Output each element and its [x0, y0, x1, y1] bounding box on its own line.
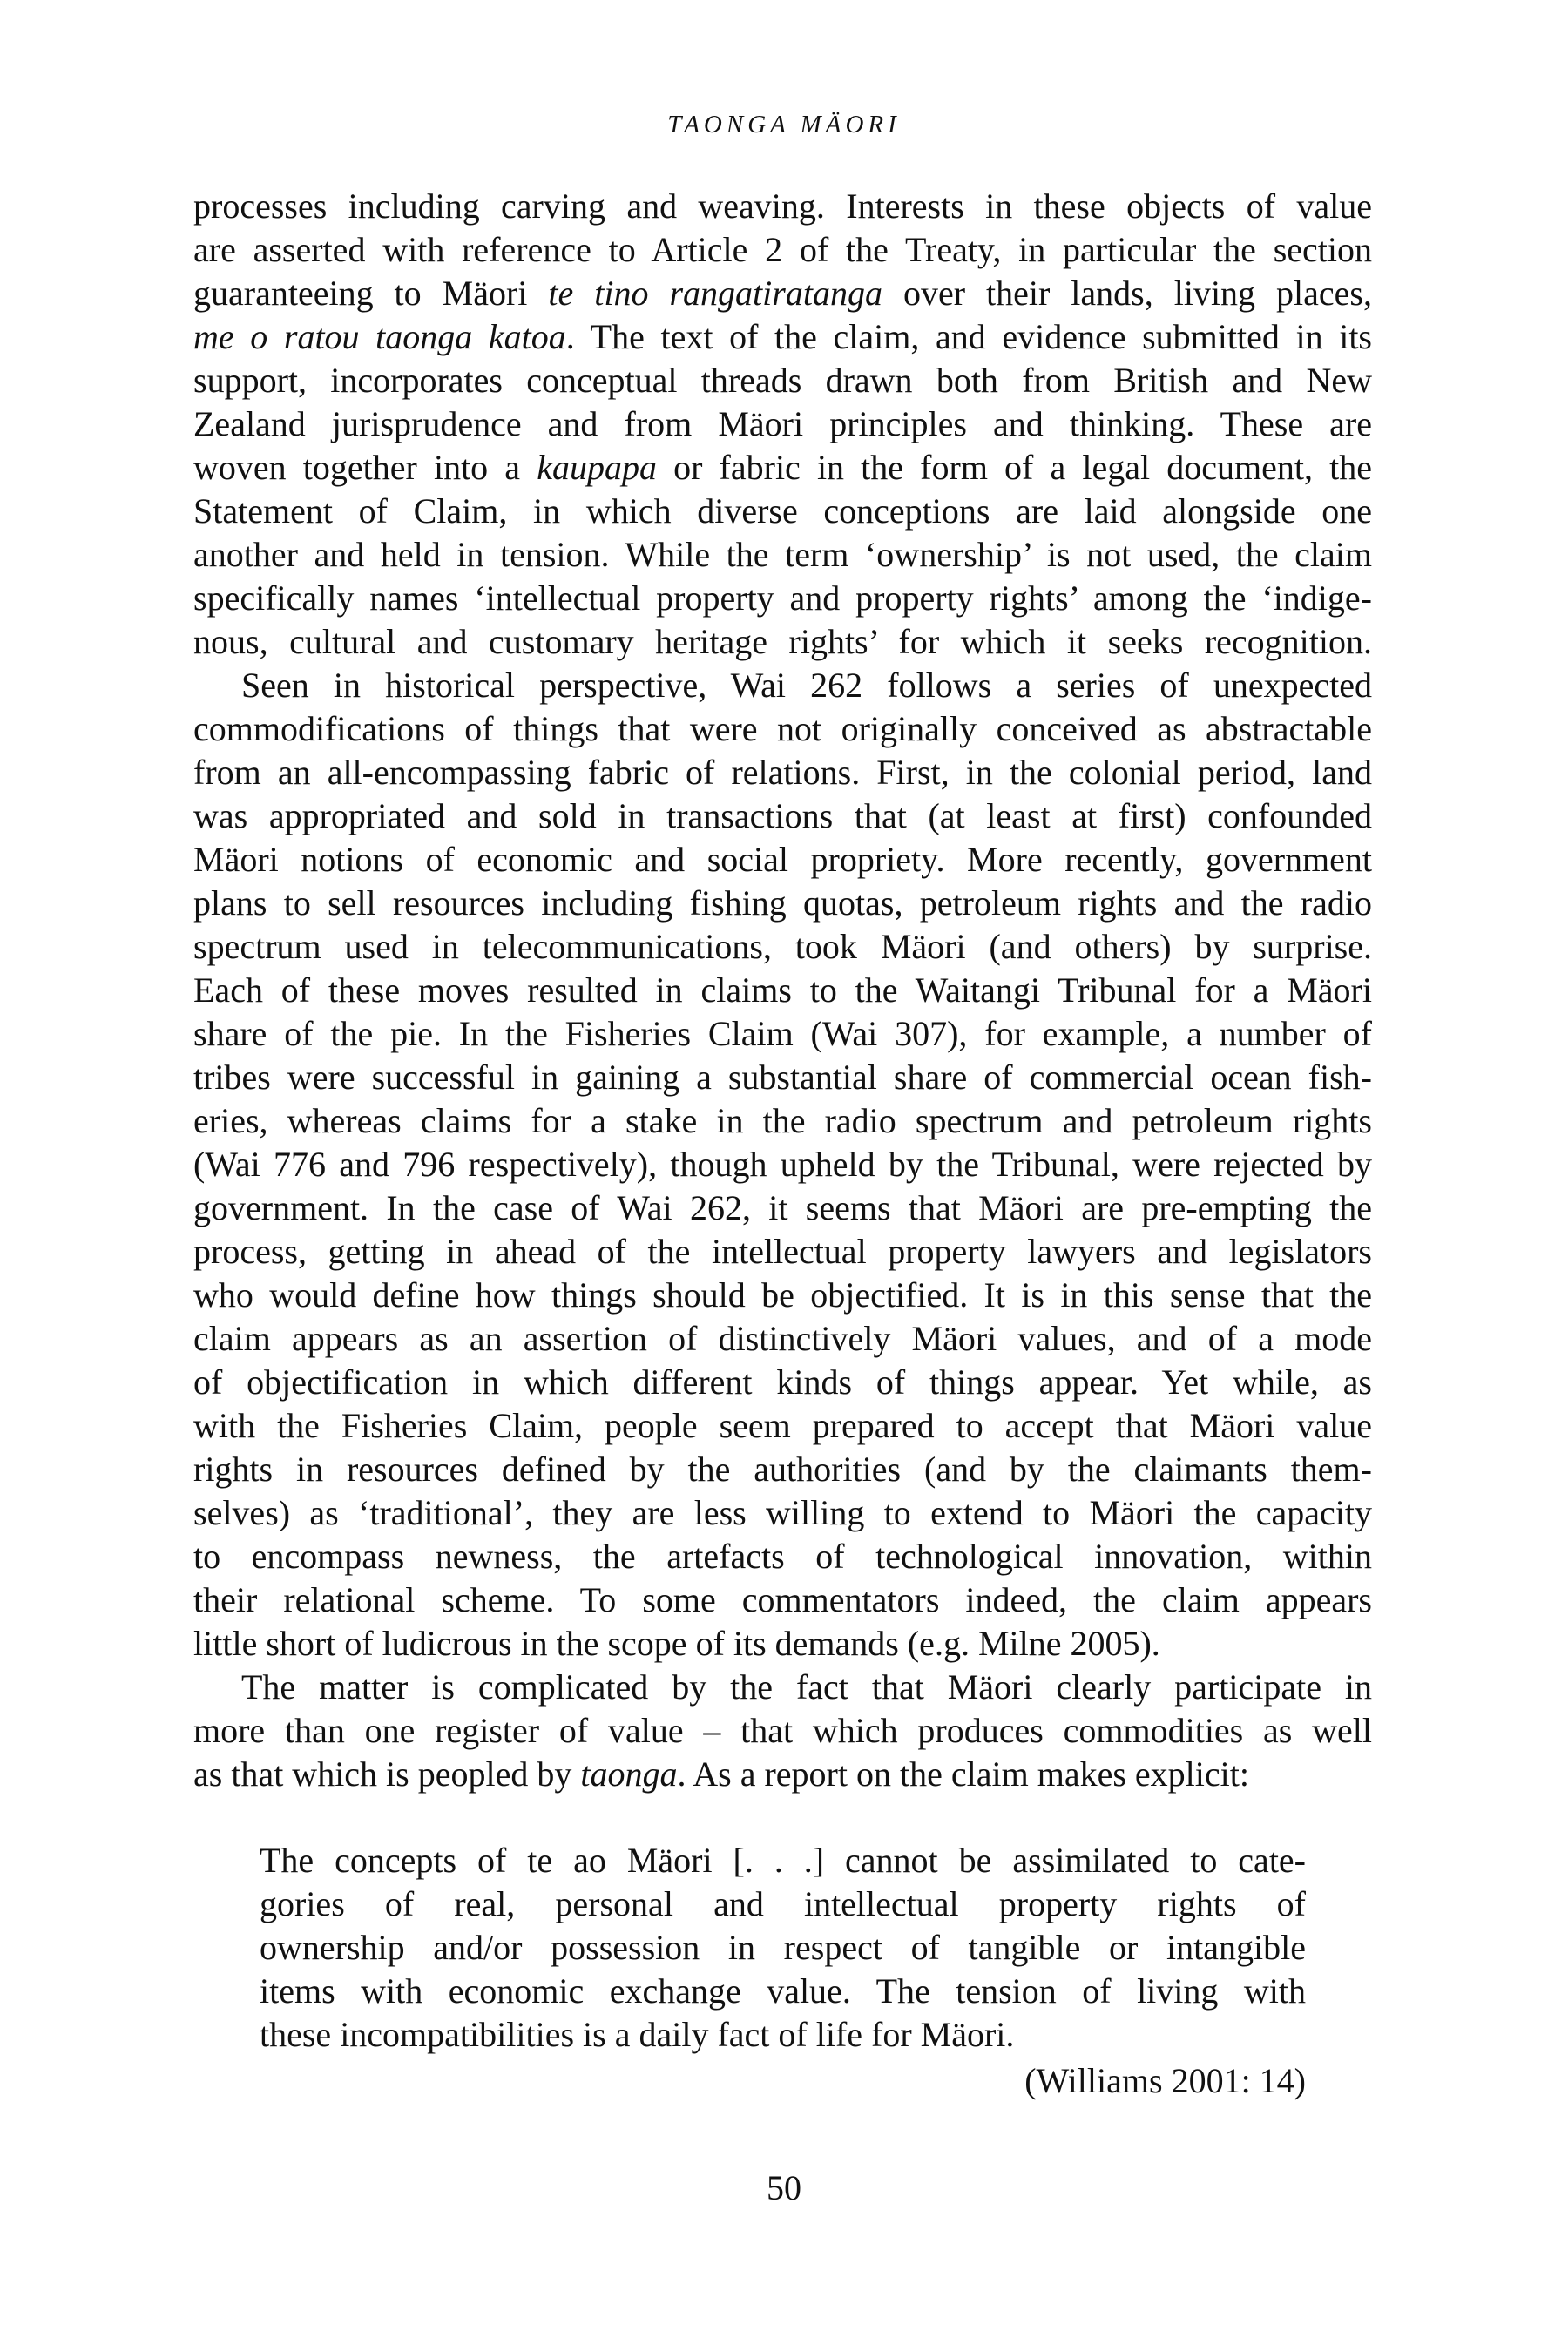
- quote-line: ownership and/or possession in respect of tangible or intangible: [260, 1928, 1306, 1967]
- text-line: [193, 1578, 1372, 1622]
- spacer: [193, 1796, 1372, 1839]
- text-line: [193, 1099, 1372, 1143]
- text-line: [193, 794, 1372, 838]
- text-line: [193, 1404, 1372, 1448]
- text-line: [193, 228, 1372, 272]
- text-line: [193, 1012, 1372, 1056]
- italic-term: taonga: [580, 1754, 678, 1794]
- text-segment: selves) as ‘traditional’, they are less willing to extend to Mäori the capacity: [193, 1493, 1372, 1532]
- text-line: [193, 1143, 1372, 1186]
- text-segment: process, getting in ahead of the intellectual property lawyers and legislators: [193, 1232, 1372, 1271]
- text-segment: little short of ludicrous in the scope of its demands (e.g. Milne 2005).: [193, 1624, 1160, 1663]
- text-segment: their relational scheme. To some commentators indeed, the claim appears: [193, 1580, 1372, 1619]
- text-line: [193, 664, 1372, 707]
- text-segment: of objectification in which different kinds of things appear. Yet while, as: [193, 1362, 1372, 1402]
- text-segment: guaranteeing to Mäori: [193, 274, 549, 313]
- text-segment: spectrum used in telecommunications, took Mäori (and others) by surprise.: [193, 927, 1372, 966]
- paragraphs: [193, 185, 1372, 1796]
- quote-line: The concepts of te ao Mäori [. . .] cannot be assimilated to cate-: [260, 1841, 1306, 1880]
- text-line: [193, 707, 1372, 751]
- text-line: [193, 577, 1372, 620]
- text-segment: another and held in tension. While the term ‘ownership’ is not used, the claim: [193, 535, 1372, 574]
- text-segment: as that which is peopled by: [193, 1754, 581, 1794]
- text-segment: more than one register of value – that which produces commodities as well: [193, 1711, 1372, 1750]
- italic-term: te tino rangatiratanga: [548, 274, 882, 313]
- text-line: [193, 446, 1372, 490]
- text-line: [193, 1709, 1372, 1753]
- text-segment: from an all-encompassing fabric of relations. First, in the colonial period, land: [193, 753, 1372, 792]
- text-segment: tribes were successful in gaining a substantial share of commercial ocean fish-: [193, 1058, 1372, 1097]
- text-segment: The matter is complicated by the fact that Mäori clearly participate in: [241, 1667, 1372, 1707]
- text-line: [193, 925, 1372, 969]
- text-segment: specifically names ‘intellectual property and property rights’ among the ‘indige-: [193, 578, 1372, 618]
- text-segment: nous, cultural and customary heritage rights’ for which it seeks recognition.: [193, 622, 1372, 661]
- text-segment: rights in resources defined by the authorities (and by the claimants them-: [193, 1450, 1372, 1489]
- italic-term: kaupapa: [537, 448, 657, 487]
- quote-line: items with economic exchange value. The tension of living with: [260, 1971, 1306, 2011]
- text-line: [193, 882, 1372, 925]
- text-line: [193, 969, 1372, 1012]
- text-segment: processes including carving and weaving. Interests in these objects of value: [193, 186, 1372, 226]
- text-line: [193, 1274, 1372, 1317]
- text-line: [193, 490, 1372, 533]
- block-quote: [193, 1839, 1372, 2057]
- text-segment: are asserted with reference to Article 2 of the Treaty, in particular the section: [193, 230, 1372, 269]
- text-segment: . The text of the claim, and evidence submitted in its: [565, 317, 1372, 356]
- text-segment: Seen in historical perspective, Wai 262 follows a series of unexpected: [241, 666, 1372, 705]
- text-line: [193, 1317, 1372, 1361]
- text-line: [193, 1535, 1372, 1578]
- text-segment: share of the pie. In the Fisheries Claim (Wai 307), for example, a number of: [193, 1014, 1372, 1053]
- text-segment: (Wai 776 and 796 respectively), though upheld by the Tribunal, were rejected by: [193, 1145, 1372, 1184]
- italic-term: me o ratou taonga katoa: [193, 317, 566, 356]
- text-line: [193, 1622, 1372, 1666]
- text-segment: commodifications of things that were not originally conceived as abstractable: [193, 709, 1372, 748]
- text-segment: was appropriated and sold in transactions that (at least at first) confounded: [193, 796, 1372, 835]
- text-segment: Mäori notions of economic and social propriety. More recently, government: [193, 840, 1372, 879]
- text-line: [193, 1666, 1372, 1709]
- body-text: [193, 185, 1372, 2103]
- paragraph: [193, 185, 1372, 664]
- text-line: [193, 1448, 1372, 1491]
- text-segment: support, incorporates conceptual threads drawn both from British and New: [193, 361, 1372, 400]
- paragraph: [193, 664, 1372, 1666]
- paragraph: [193, 1666, 1372, 1796]
- quote-citation: (Williams 2001: 14): [1024, 2061, 1306, 2100]
- text-segment: eries, whereas claims for a stake in the radio spectrum and petroleum rights: [193, 1101, 1372, 1140]
- text-segment: . As a report on the claim makes explicit:: [677, 1754, 1249, 1794]
- text-segment: over their lands, living places,: [882, 274, 1372, 313]
- text-line: [193, 533, 1372, 577]
- text-line: [193, 272, 1372, 315]
- text-segment: Each of these moves resulted in claims to the Waitangi Tribunal for a Mäori: [193, 970, 1372, 1010]
- text-line: [193, 1186, 1372, 1230]
- text-segment: who would define how things should be objectified. It is in this sense that the: [193, 1275, 1372, 1315]
- text-segment: or fabric in the form of a legal document, the: [656, 448, 1372, 487]
- text-segment: Statement of Claim, in which diverse conceptions are laid alongside one: [193, 491, 1372, 531]
- text-line: [193, 402, 1372, 446]
- text-line: [193, 1230, 1372, 1274]
- text-line: [193, 1361, 1372, 1404]
- text-line: [193, 838, 1372, 882]
- text-segment: claim appears as an assertion of distinctively Mäori values, and of a mode: [193, 1319, 1372, 1358]
- text-line: [193, 751, 1372, 794]
- running-header: TAONGA MÄORI: [667, 111, 901, 139]
- text-segment: plans to sell resources including fishing quotas, petroleum rights and the radio: [193, 883, 1372, 923]
- quote-line: these incompatibilities is a daily fact of life for Mäori.: [260, 2015, 1015, 2054]
- text-segment: Zealand jurisprudence and from Mäori principles and thinking. These are: [193, 404, 1372, 443]
- text-line: [193, 185, 1372, 228]
- text-segment: government. In the case of Wai 262, it seems that Mäori are pre-empting the: [193, 1188, 1372, 1227]
- page-number: 50: [767, 2168, 801, 2207]
- text-line: [193, 1753, 1372, 1796]
- text-segment: woven together into a: [193, 448, 537, 487]
- text-segment: with the Fisheries Claim, people seem prepared to accept that Mäori value: [193, 1406, 1372, 1445]
- text-line: [193, 620, 1372, 664]
- text-segment: to encompass newness, the artefacts of technological innovation, within: [193, 1537, 1372, 1576]
- quote-line: gories of real, personal and intellectual property rights of: [260, 1884, 1306, 1923]
- text-line: [193, 315, 1372, 359]
- text-line: [193, 1056, 1372, 1099]
- text-line: [193, 1491, 1372, 1535]
- text-line: [193, 359, 1372, 402]
